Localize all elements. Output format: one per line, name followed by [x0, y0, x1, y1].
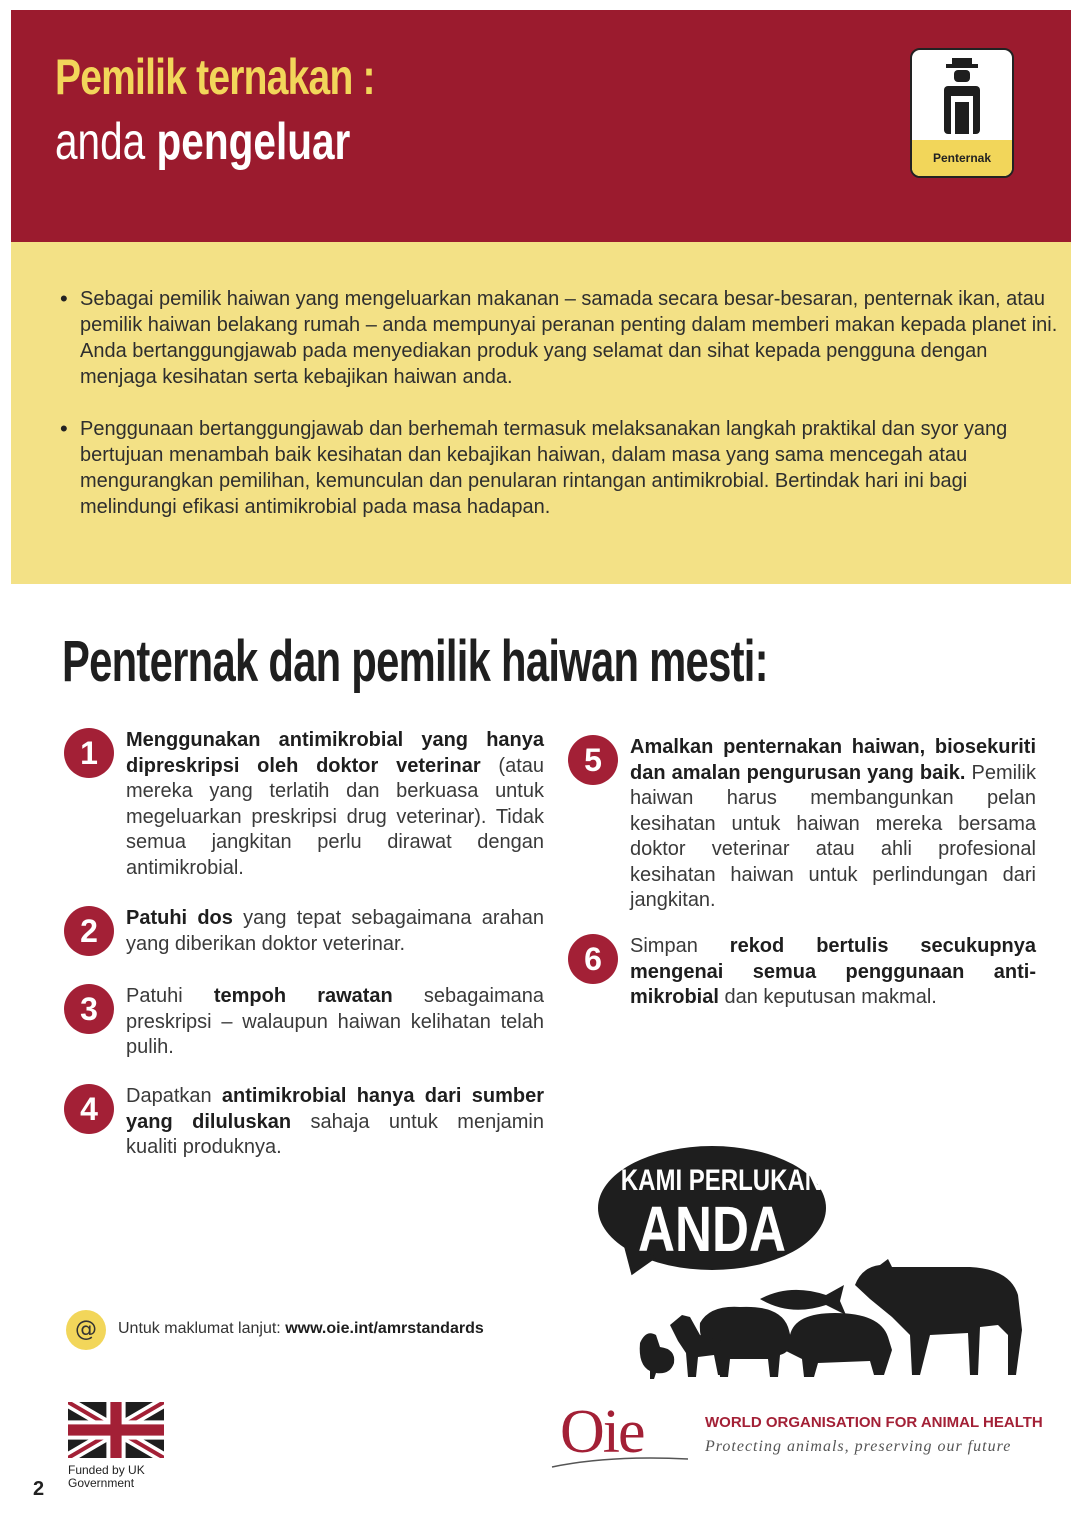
- uk-flag-icon: [68, 1402, 164, 1458]
- page-number: 2: [33, 1478, 45, 1500]
- more-info: [66, 1310, 536, 1350]
- animals-silhouette-icon: [630, 1255, 1030, 1380]
- number-badge: 6: [568, 934, 618, 984]
- item-text: [126, 1084, 544, 1161]
- item-bold: tempoh rawatan: [213, 985, 393, 1007]
- badge-label: Penternak: [912, 140, 1012, 176]
- item-bold: Amalkan penternakan haiwan, biosekuriti dan amalan pengurusan yang baik.: [630, 736, 1036, 784]
- item-rest: dan keputusan makmal.: [718, 986, 937, 1008]
- subtitle-light: anda: [55, 113, 146, 171]
- item-text: [126, 728, 544, 881]
- oie-logo: Oie: [560, 1398, 644, 1466]
- item-rest: sebagaimana preskripsi – walaupun haiwan kelihatan telah pulih.: [126, 985, 544, 1058]
- item-text: [630, 735, 1036, 914]
- page-subtitle: [55, 112, 350, 172]
- item-bold: Patuhi dos: [126, 907, 233, 929]
- number-badge: 3: [64, 984, 114, 1034]
- section-title: Penternak dan pemilik haiwan mesti:: [62, 629, 768, 694]
- farmer-badge: [910, 48, 1014, 178]
- item-rest: yang tepat sebagaimana arahan yang diberikan doktor veterinar.: [126, 907, 544, 955]
- intro-bullet: • Sebagai pemilik haiwan yang mengeluarkan makanan – samada secara besar-besaran, penternak ikan, atau pemilik haiwan belakang rumah – anda mempunyai peranan penting dalam memberi makan kepada planet ini. Anda bertanggungjawab pada menyediakan produk yang selamat dan sihat kepada pengguna dengan menjaga kesihatan serta kebajikan haiwan anda.: [80, 286, 1065, 390]
- oie-swoosh-icon: [550, 1453, 690, 1471]
- number-badge: 4: [64, 1084, 114, 1134]
- page-title: Pemilik ternakan :: [55, 49, 375, 105]
- item-bold: antimikrobial hanya dari sumber yang diluluskan: [126, 1085, 545, 1133]
- item-bold: rekod bertulis secukupnya mengenai semua penggunaan antimikrobial: [630, 935, 1037, 1008]
- number-badge: 5: [568, 735, 618, 785]
- oie-name: WORLD ORGANISATION FOR ANIMAL HEALTH: [705, 1414, 1043, 1431]
- number-badge: 2: [64, 906, 114, 956]
- item-rest: Pemilik haiwan harus membangunkan pelan kesihatan untuk haiwan mereka bersama doktor veterinar atau ahli profesional kesihatan haiwan untuk perlindungan dari jangkitan.: [630, 761, 1036, 911]
- bubble-line1: KAMI PERLUKAN: [620, 1164, 823, 1197]
- info-link[interactable]: www.oie.int/amrstandards: [285, 1320, 484, 1337]
- item-pre: Simpan: [630, 935, 730, 957]
- subtitle-bold: pengeluar: [156, 113, 351, 171]
- item-rest: sahaja untuk menjamin kualiti produknya.: [126, 1110, 544, 1158]
- bubble-line2: ANDA: [638, 1193, 786, 1265]
- item-rest: (atau mereka yang terlatih dan berkuasa untuk megeluarkan preskripsi drug veterinar). Tidak semua jangkitan perlu dirawat dengan antimikrobial.: [126, 754, 544, 879]
- oie-tagline: Protecting animals, preserving our future: [705, 1438, 1012, 1455]
- at-sign-icon: @: [66, 1310, 106, 1350]
- info-label: Untuk maklumat lanjut:: [118, 1320, 286, 1337]
- item-bold: Menggunakan antimikrobial yang hanya dipreskripsi oleh doktor veterinar: [126, 729, 544, 777]
- number-badge: 1: [64, 728, 114, 778]
- item-text: [126, 984, 544, 1061]
- info-text: [118, 1320, 484, 1338]
- item-text: [126, 906, 544, 957]
- item-text: [630, 934, 1036, 1011]
- intro-bullet: • Penggunaan bertanggungjawab dan berhemah termasuk melaksanakan langkah praktikal dan syor yang bertujuan menambah baik kesihatan dan kebajikan haiwan, dalam masa yang sama mencegah atau mengurangkan pemilihan, kemunculan dan penularan rintangan antimikrobial. Bertindak hari ini bagi melindungi efikasi antimikrobial pada masa hadapan.: [80, 416, 1065, 520]
- item-pre: Dapatkan: [126, 1085, 222, 1107]
- funded-by: Funded by UK Government: [68, 1463, 145, 1490]
- item-pre: Patuhi: [126, 985, 214, 1007]
- farmer-icon: [940, 58, 984, 136]
